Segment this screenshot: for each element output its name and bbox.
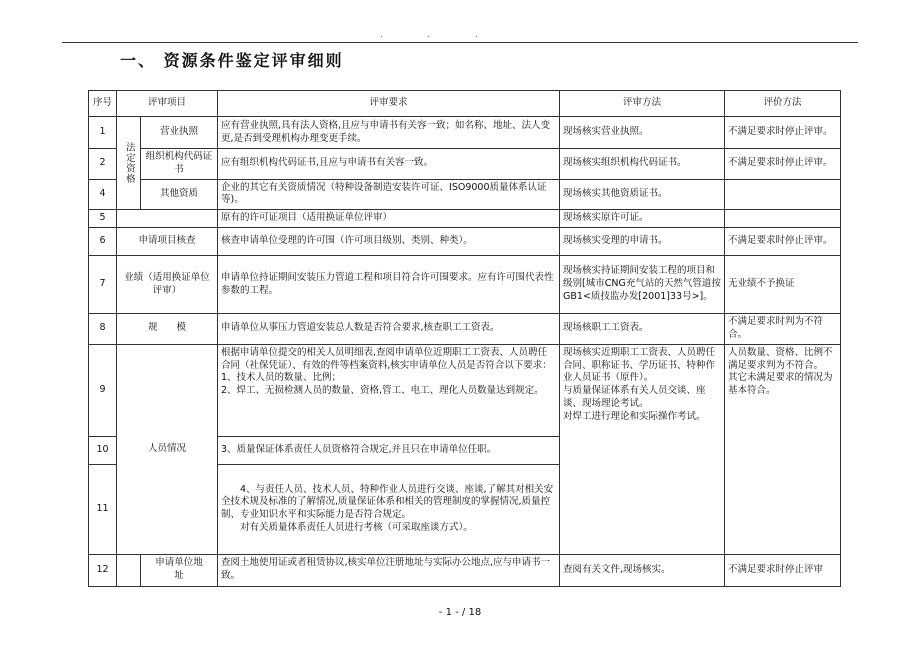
table-row (89, 344, 841, 436)
table-row (89, 117, 841, 149)
row-evaluation: 不满足要求时停止评审。 (725, 117, 841, 149)
header-mark: . (427, 30, 476, 39)
row-method: 现场核职工工资表。 (560, 314, 725, 345)
header-marks (380, 30, 560, 40)
row-item: 申请项目核查 (117, 228, 218, 256)
group-label-personnel: 人员情况 (117, 344, 218, 554)
row-requirement (218, 464, 560, 554)
blank-cell (117, 554, 141, 586)
row-item: 申请单位地 址 (141, 554, 218, 586)
group-label-legal: 法定资格 (117, 117, 141, 210)
row-no: 12 (89, 554, 117, 586)
table-row (89, 228, 841, 256)
row-method: 现场核实持证期间安装工程的项目和级别[城市CNG充气站的天然气管道按GB1<质技监办发[2001]33号>]。 (560, 256, 725, 314)
col-header-requirement: 评审要求 (218, 91, 560, 117)
row-evaluation (725, 210, 841, 228)
row-method: 现场核实营业执照。 (560, 117, 725, 149)
personnel-evaluation: 人员数量、资格、比例不满足要求判为不符合。 其它未满足要求的情况为基本符合。 (725, 344, 841, 554)
row-requirement: 根据申请单位提交的相关人员明细表,查阅申请单位近期职工工资表、人员聘任合同（社保凭证）、有效的件等档案资料,核实申请单位人员是否符合以下要求： 1、技术人员的数量、比例； 2、焊工、无损检测人员的数量、资格,管工、电工、理化人员数量达到规定。 (218, 344, 560, 436)
row-no: 4 (89, 179, 117, 210)
table-row (89, 149, 841, 180)
row-no: 11 (89, 464, 117, 554)
row-method: 现场核实组织机构代码证书。 (560, 149, 725, 180)
table-row (89, 554, 841, 586)
row-evaluation (725, 179, 841, 210)
row-requirement: 原有的许可证项目（适用换证单位评审） (218, 210, 560, 228)
row-requirement: 应有组织机构代码证书,且应与申请书有关容一致。 (218, 149, 560, 180)
row-requirement: 申请单位从事压力管道安装总人数是否符合要求,核查职工工资表。 (218, 314, 560, 345)
row-method: 查阅有关文件,现场核实。 (560, 554, 725, 586)
row-no: 1 (89, 117, 117, 149)
row-evaluation: 不满足要求时停止评审。 (725, 228, 841, 256)
row-requirement: 申请单位持证期间安装压力管道工程和项目符合许可围要求。应有许可围代表性参数的工程。 (218, 256, 560, 314)
row-method: 现场核实其他资质证书。 (560, 179, 725, 210)
row-item: 营业执照 (141, 117, 218, 149)
row-requirement: 核查申请单位受理的许可围（许可项目级别、类别、种类）。 (218, 228, 560, 256)
header-rule (62, 42, 858, 43)
row-requirement: 企业的其它有关资质情况（特种设备制造安装许可证、ISO9000质量体系认证等)。 (218, 179, 560, 210)
row-evaluation: 不满足要求时判为不符合。 (725, 314, 841, 345)
requirement-line: 对有关质量体系责任人员进行考核（可采取座谈方式）。 (240, 522, 473, 533)
row-no: 5 (89, 210, 117, 228)
row-item: 业绩（适用换证单位评审） (117, 256, 218, 314)
table-row (89, 179, 841, 210)
page-number: - 1 - / 18 (438, 607, 482, 618)
table-row (89, 256, 841, 314)
row-requirement: 查阅土地使用证或者租赁协议,核实单位注册地址与实际办公地点,应与申请书一致。 (218, 554, 560, 586)
col-header-no: 序号 (89, 91, 117, 117)
table-row (89, 210, 841, 228)
row-evaluation: 无业绩不予换证 (725, 256, 841, 314)
row-no: 7 (89, 256, 117, 314)
row-no: 10 (89, 436, 117, 464)
row-no: 6 (89, 228, 117, 256)
row-method: 现场核实原许可证。 (560, 210, 725, 228)
table-header-row (89, 91, 841, 117)
row-requirement: 3、质量保证体系责任人员资格符合规定,并且只在申请单位任职。 (218, 436, 560, 464)
page-title: 一、 资源条件鉴定评审细则 (120, 51, 344, 70)
row-evaluation: 不满足要求时停止评审 (725, 554, 841, 586)
row-no: 2 (89, 149, 117, 180)
row-item: 规 模 (117, 314, 218, 345)
row-item (117, 210, 218, 228)
review-table (88, 90, 841, 587)
table-row (89, 314, 841, 345)
row-no: 9 (89, 344, 117, 436)
header-mark: . (475, 30, 523, 39)
col-header-method: 评审方法 (560, 91, 725, 117)
col-header-item: 评审项目 (117, 91, 218, 117)
requirement-line: 4、与责任人员、技术人员、特种作业人员进行交谈、座谈,了解其对相关安全技术规及标准的了解情况,质量保证体系和相关的管理制度的掌握情况,质量控制、专业知识水平和实际能力是否符合规定。 (221, 483, 554, 521)
personnel-method: 现场核实近期职工工资表、人员聘任合同、职称证书、学历证书、特种作业人员证书（原件）。 与质量保证体系有关人员交谈、座谈、现场理论考试。 对焊工进行理论和实际操作考试。 (560, 344, 725, 554)
row-requirement: 应有营业执照,具有法人资格,且应与申请书有关容一致；如名称、地址、法人变更,是否到受理机构办理变更手续。 (218, 117, 560, 149)
row-evaluation: 不满足要求时停止评审。 (725, 149, 841, 180)
col-header-evaluation: 评价方法 (725, 91, 841, 117)
row-no: 8 (89, 314, 117, 345)
row-item: 其他资质 (141, 179, 218, 210)
row-method: 现场核实受理的申请书。 (560, 228, 725, 256)
row-item: 组织机构代码证书 (141, 149, 218, 180)
header-mark: . (380, 30, 428, 39)
